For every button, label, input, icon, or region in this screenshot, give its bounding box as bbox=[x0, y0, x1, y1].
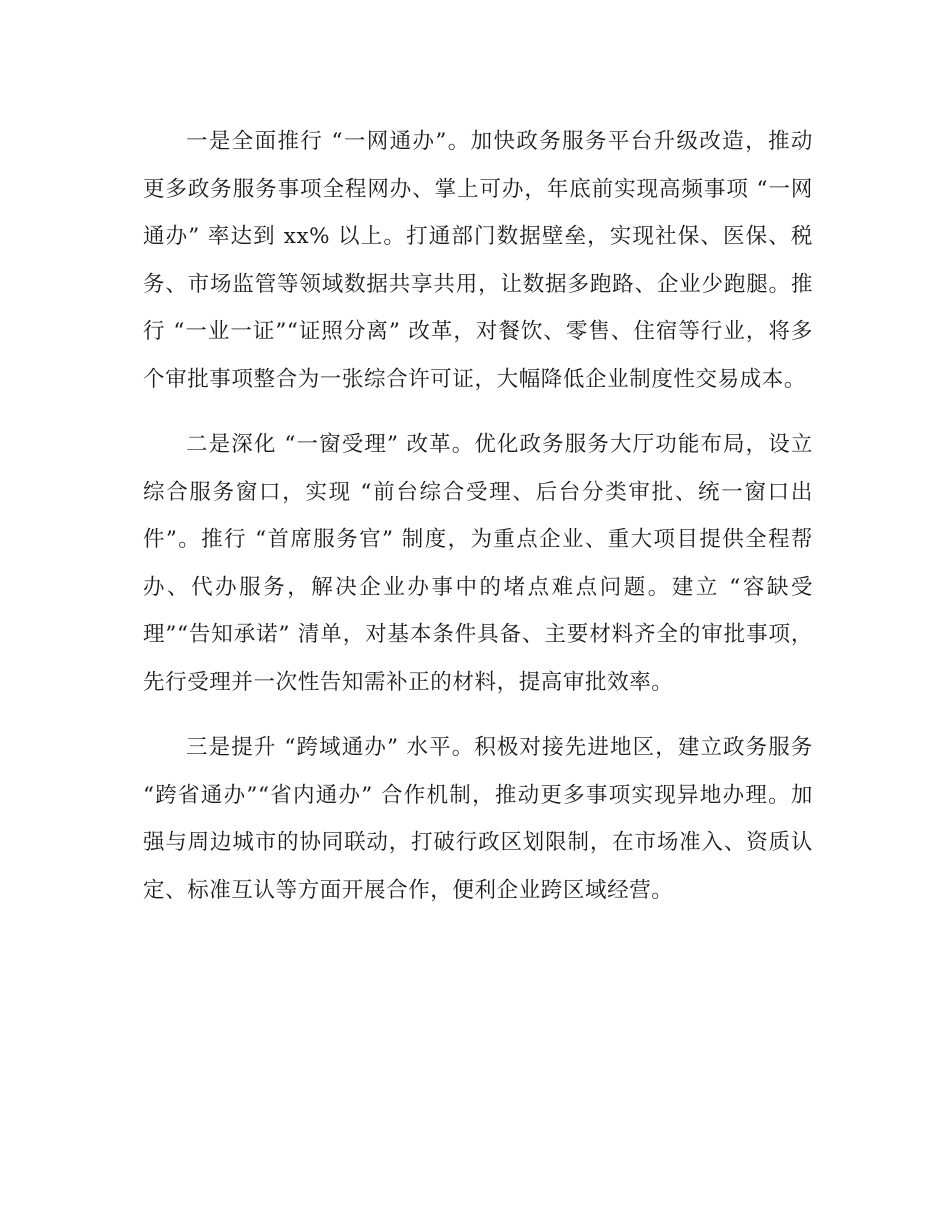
document-body bbox=[143, 118, 813, 932]
paragraph-one-window: 二是深化 “一窗受理” 改革。优化政务服务大厅功能布局，设立综合服务窗口，实现 “前台综合受理、后台分类审批、统一窗口出件”。推行 “首席服务官” 制度，为重点企业、重大项目提供全程帮办、代办服务，解决企业办事中的堵点难点问题。建立 “容缺受理”“告知承诺” 清单，对基本条件具备、主要材料齐全的审批事项，先行受理并一次性告知需补正的材料，提高审批效率。 bbox=[143, 432, 813, 695]
paragraph-one-network: 一是全面推行 “一网通办”。加快政务服务平台升级改造，推动更多政务服务事项全程网办、掌上可办，年底前实现高频事项 “一网通办” 率达到 xx% 以上。打通部门数据壁垒，实现社保、医保、税务、市场监管等领域数据共享共用，让数据多跑路、企业少跑腿。推行 “一业一证”“证照分离” 改革，对餐饮、零售、住宿等行业，将多个审批事项整合为一张综合许可证，大幅降低企业制度性交易成本。 bbox=[143, 129, 813, 392]
paragraph-cross-region: 三是提升 “跨域通办” 水平。积极对接先进地区，建立政务服务 “跨省通办”“省内通办” 合作机制，推动更多事项实现异地办理。加强与周边城市的协同联动，打破行政区划限制，在市场准入、资质认定、标准互认等方面开展合作，便利企业跨区域经营。 bbox=[143, 735, 813, 903]
